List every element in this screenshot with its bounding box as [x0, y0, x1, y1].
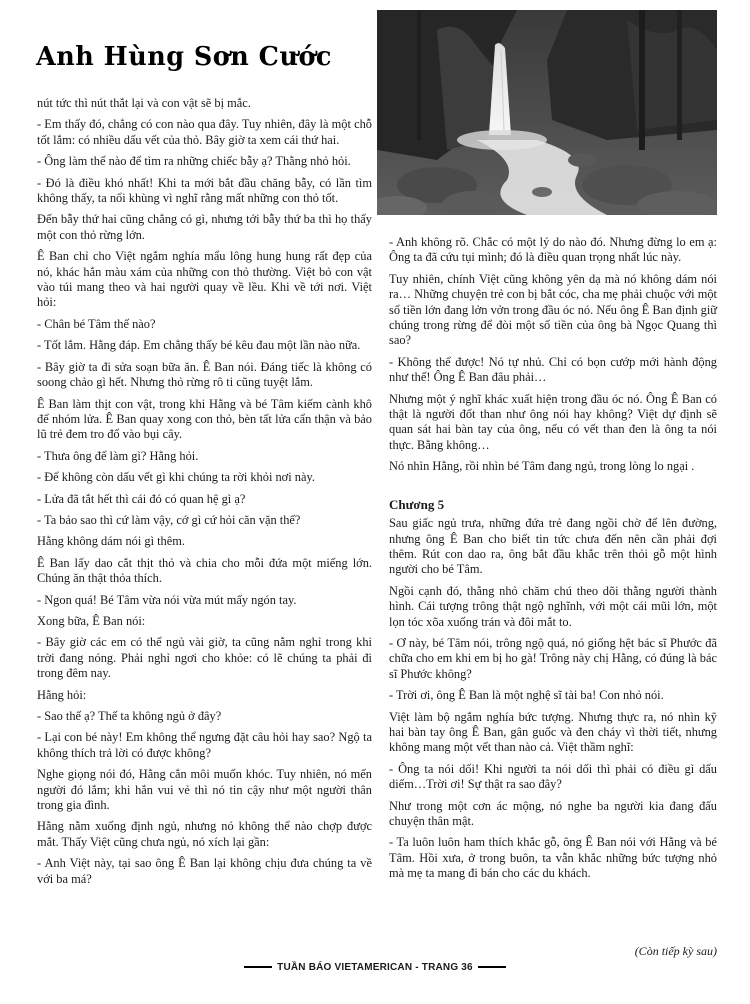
- paragraph: Ê Ban chỉ cho Việt ngắm nghía mẩu lông hung hung rất đẹp của nó, khác hẳn màu xám của những con thỏ thường. Việt bỏ con vật vào túi mang theo và hai người quay về lều. Khi về tới nơi. Việt hỏi:: [37, 249, 372, 310]
- paragraph: Xong bữa, Ê Ban nói:: [37, 613, 146, 628]
- paragraph: - Không thể được! Nó tự nhủ. Chỉ có bọn cướp mới hành động như thế! Ông Ê Ban đâu phải…: [389, 354, 717, 385]
- paragraph: - Anh Việt này, tại sao ông Ê Ban lại không chịu đưa chúng ta về với ba má?: [37, 856, 372, 886]
- paragraph: Hằng không dám nói gì thêm.: [37, 534, 185, 549]
- paragraph: Ngồi cạnh đó, thằng nhỏ chăm chú theo dõi thằng người thành hình. Cái tượng trông thật ngộ nghĩnh, với một cái mũi lớn, một lọn tóc xõa xuống trán và đôi mắt to.: [389, 583, 717, 629]
- paragraph: - Ơ này, bé Tâm nói, trông ngộ quá, nó giống hệt bác sĩ Phước đã chữa cho em khi em bị ho gà! Trông này chị Hằng, có đúng là bác sĩ Phước không?: [389, 635, 717, 681]
- paragraph: Như trong một cơn ác mộng, nó nghe ba người kia đang đấu chuyện thân mật.: [389, 798, 717, 828]
- paragraph: - Đó là điều khó nhất! Khi ta mới bắt đầu chăng bẫy, có lần tìm không thấy, ta nổi khùng vì nghĩ rằng mất những con thỏ tốt.: [37, 175, 372, 206]
- waterfall-photo: [377, 10, 717, 215]
- right-column: [389, 235, 717, 888]
- paragraph: - Ta bảo sao thì cứ làm vậy, cớ gì cứ hỏi căn vặn thế?: [37, 512, 301, 527]
- paragraph: - Lại con bé này! Em không thể ngưng đặt câu hỏi hay sao? Ngộ ta không thích trả lời có được không?: [37, 730, 372, 760]
- paragraph: - Để không còn dấu vết gì khi chúng ta rời khỏi nơi này.: [37, 470, 315, 485]
- paragraph: Nhưng một ý nghĩ khác xuất hiện trong đầu óc nó. Ông Ê Ban có thật là người đốt than như ông nói hay không? Việt dự định sẽ quan sát hai bàn tay của ông, nếu có vết than đen là ông ta nói thực. Bằng không…: [389, 391, 717, 452]
- paragraph: Nghe giọng nói đó, Hằng cắn môi muốn khóc. Tuy nhiên, nó mến người đó lắm; khi hắn vui vẻ thì nó tin cậy như một người thân trong gia đình.: [37, 767, 372, 813]
- paragraph: - Sao thế ạ? Thế ta không ngủ ở đây?: [37, 709, 222, 723]
- paragraph: - Tốt lắm. Hằng đáp. Em chẳng thấy bé kêu đau một lần nào nữa.: [37, 338, 361, 353]
- paragraph: - Lửa đã tắt hết thì cái đó có quan hệ gì ạ?: [37, 491, 246, 506]
- paragraph: Hằng nằm xuống định ngủ, nhưng nó không thể nào chợp được mắt. Thấy Việt cũng chưa ngủ, nó xích lại gần:: [37, 819, 372, 849]
- paragraph: Ê Ban làm thịt con vật, trong khi Hằng và bé Tâm kiếm cành khô để nhóm lửa. Ê Ban quay xong con thỏ, bèn tất lửa cẩn thận và bảo lũ trẻ đem tro đổ vào bụi cây.: [37, 396, 372, 442]
- left-column: [37, 96, 372, 893]
- paragraph: - Ta luôn luôn ham thích khắc gỗ, ông Ê Ban nói với Hằng và bé Tâm. Hồi xưa, ở trong buôn, ta vẫn khắc những bức tượng nhỏ mà mẹ ta mang đi bán cho các du khách.: [389, 835, 717, 881]
- paragraph: Tuy nhiên, chính Việt cũng không yên dạ mà nó không dám nói ra… Những chuyện trẻ con bị bắt cóc, cha mẹ phải chuộc với một số tiền lớn đang lởn vởn trong đầu óc nó. Nếu ông Ê Ban định giữ chúng trong rừng để đòi một số tiền của ông bà Ngọc Quang thì sao?: [389, 271, 717, 348]
- paragraph: - Ngon quá! Bé Tâm vừa nói vừa mút mấy ngón tay.: [37, 592, 297, 607]
- paragraph: Việt làm bộ ngắm nghía bức tượng. Nhưng thực ra, nó nhìn kỹ hai bàn tay ông Ê Ban, gân guốc và đen cháy vì thời tiết, nhưng không mang một vết than nào cả. Việt thầm nghĩ:: [389, 709, 717, 755]
- paragraph: - Em thấy đó, chẳng có con nào qua đây. Tuy nhiên, đây là một chỗ tốt lắm: có nhiều dấu vết của thỏ. Bây giờ ta xem cái thứ hai.: [37, 117, 372, 147]
- paragraph: - Thưa ông để làm gì? Hằng hỏi.: [37, 448, 199, 463]
- footer-text: TUẦN BÁO VIETAMERICAN - TRANG 36: [277, 962, 473, 973]
- paragraph: - Chân bé Tâm thế nào?: [37, 316, 156, 331]
- paragraph: Nó nhìn Hằng, rồi nhìn bé Tâm đang ngủ, trong lòng lo ngại .: [389, 459, 695, 474]
- continued-note: (Còn tiếp kỳ sau): [634, 944, 717, 958]
- paragraph: Đến bẫy thứ hai cũng chẳng có gì, nhưng tới bẫy thứ ba thì họ thấy một con thỏ rừng lớn.: [37, 212, 372, 242]
- page-footer: [0, 962, 750, 973]
- article-title: Anh Hùng Sơn Cước: [36, 42, 332, 72]
- paragraph: - Bây giờ ta đi sửa soạn bữa ăn. Ê Ban nói. Đáng tiếc là không có soong chảo gì hết. Nhưng thỏ rừng rô ti cũng tuyệt lắm.: [37, 359, 372, 390]
- chapter-heading: Chương 5: [389, 496, 445, 512]
- paragraph: - Bây giờ các em có thể ngủ vài giờ, ta cũng nằm nghỉ trong khi trời đang nóng. Phải nghỉ ngơi cho khỏe: có lẽ chúng ta phải đi trong đêm nay.: [37, 635, 372, 681]
- footer-rule-right: [478, 966, 506, 968]
- paragraph: Sau giấc ngủ trưa, những đứa trẻ đang ngồi chờ để lên đường, nhưng ông Ê Ban cho biết tin tức chưa đến nên cần phải đợi thêm. Rút con dao ra, ông bắt đầu khắc trên thỏi gỗ một hình người cho bé Tâm.: [389, 516, 717, 577]
- paragraph: Ê Ban lấy dao cắt thịt thỏ và chia cho mỗi đứa một miếng lớn. Chúng ăn thật thỏa thích.: [37, 555, 372, 586]
- paragraph: - Trời ơi, ông Ê Ban là một nghệ sĩ tài ba! Con nhỏ nói.: [389, 688, 664, 703]
- paragraph: Hằng hỏi:: [37, 687, 87, 702]
- paragraph: - Ông ta nói dối! Khi người ta nói dối thì phải có điều gì dấu diếm…Trời ơi! Sự thật ra sao đây?: [389, 761, 717, 792]
- paragraph: nút tức thì nút thắt lại và con vật sẽ bị mắc.: [37, 96, 251, 110]
- footer-rule-left: [244, 966, 272, 968]
- paragraph: - Ông làm thế nào để tìm ra những chiếc bẫy ạ? Thằng nhỏ hỏi.: [37, 154, 351, 169]
- paragraph: - Anh không rõ. Chắc có một lý do nào đó. Nhưng đừng lo em ạ: Ông ta đã cứu tụi mình; đó là điều quan trọng nhất lúc này.: [389, 235, 717, 265]
